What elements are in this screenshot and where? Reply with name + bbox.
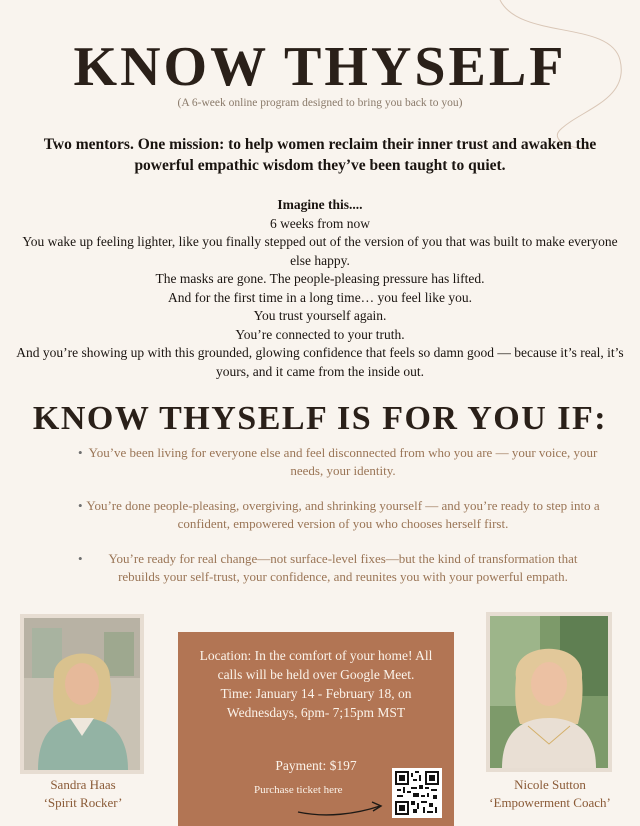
mentor-name: Nicole Sutton (514, 777, 586, 792)
arrow-icon (296, 792, 386, 818)
mentor-caption-sandra (8, 776, 158, 812)
qr-code-icon[interactable] (392, 768, 442, 818)
purchase-ticket-label: Purchase ticket here (254, 784, 343, 796)
portrait-illustration (24, 618, 140, 770)
mentor-title: ‘Spirit Rocker’ (43, 795, 123, 810)
event-location: Location: In the comfort of your home! All calls will be held over Google Meet. (199, 648, 433, 682)
mission-statement: Two mentors. One mission: to help women reclaim their inner trust and awaken the powerful empathic wisdom they’ve been taught to quiet. (43, 136, 597, 174)
for-you-list (70, 444, 600, 603)
imagine-line: You trust yourself again. (253, 308, 387, 323)
imagine-line: You wake up feeling lighter, like you finally stepped out of the version of you that was built to make everyone else happy. (22, 234, 618, 268)
mentor-photo-nicole (486, 612, 612, 772)
imagine-line: And for the first time in a long time… you feel like you. (167, 289, 473, 305)
event-time: Time: January 14 - February 18, on Wednesdays, 6pm- 7;15pm MST (220, 686, 412, 720)
list-item (70, 497, 600, 533)
page-title: KNOW THYSELF (73, 36, 567, 98)
event-info-box (178, 632, 454, 826)
bullet-icon: • (78, 551, 83, 566)
imagine-line: 6 weeks from now (269, 215, 371, 231)
bullet-icon: • (78, 498, 83, 513)
imagine-lead: Imagine this.... (277, 197, 363, 212)
page-subtitle: (A 6-week online program designed to bring you back to you) (177, 97, 463, 109)
bullet-icon: • (78, 445, 83, 460)
mentor-caption-nicole (470, 776, 630, 812)
imagine-section (14, 196, 626, 381)
imagine-line: You’re connected to your truth. (235, 326, 405, 342)
imagine-line: And you’re showing up with this grounded, glowing confidence that feels so damn good — because it’s real, it’s yours, and it came from the inside out. (16, 345, 624, 379)
list-item (70, 444, 600, 480)
event-payment: Payment: $197 (275, 758, 357, 773)
list-item (70, 550, 600, 586)
mentor-name: Sandra Haas (50, 777, 116, 792)
mentor-photo-sandra (20, 614, 144, 774)
event-details (192, 646, 440, 722)
for-you-heading: KNOW THYSELF IS FOR YOU IF: (32, 400, 608, 437)
portrait-illustration (490, 616, 608, 768)
list-item-text: You’re done people-pleasing, overgiving, and shrinking yourself — and you’re ready to step into a confident, empowered version of you who chooses herself first. (86, 498, 600, 531)
imagine-line: The masks are gone. The people-pleasing pressure has lifted. (155, 271, 485, 286)
mentor-title: ‘Empowerment Coach’ (489, 795, 611, 810)
list-item-text: You’ve been living for everyone else and feel disconnected from who you are — your voice, your needs, your identity. (88, 445, 598, 478)
qr-pattern (395, 771, 439, 815)
list-item-text: You’re ready for real change—not surface-level fixes—but the kind of transformation that rebuilds your self-trust, your confidence, and reunites you with your powerful empath. (108, 551, 578, 584)
